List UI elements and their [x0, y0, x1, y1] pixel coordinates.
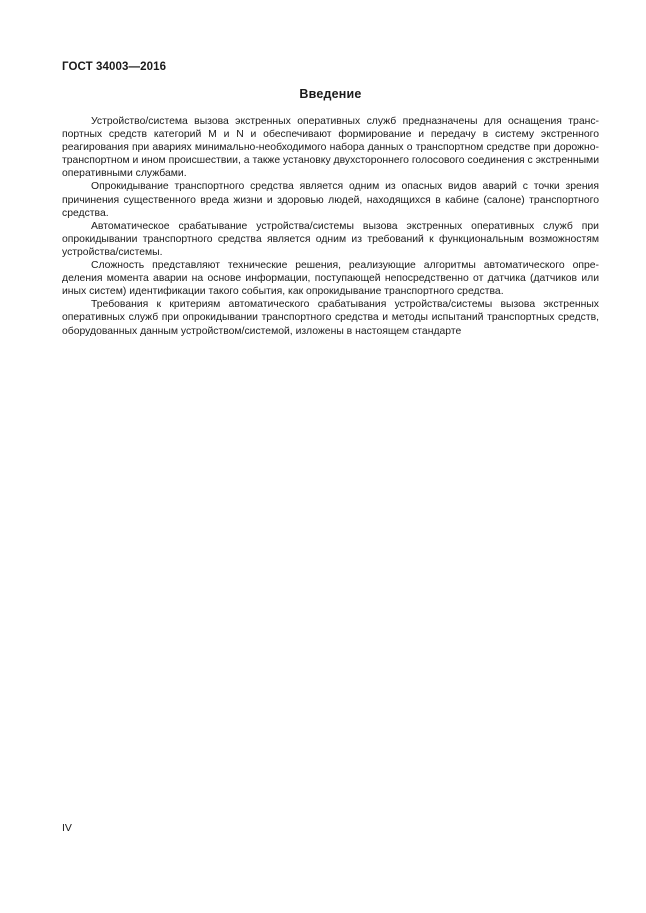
- paragraph: Автоматическое срабатывание устройства/системы вызова экстренных оперативных служб при опрокидывании транспортного средства является одним из требований к функциональным возможностям устройства/системы.: [62, 220, 599, 258]
- body-text: [62, 115, 599, 338]
- paragraph: Требования к критериям автоматического срабатывания устройства/системы вызова экстренных оперативных служб при опрокидывании транспортного средства и методы испытаний транспортных средств, оборудованных данным устройством/системой, изложены в настоящем стандарте: [62, 299, 599, 337]
- document-code: ГОСТ 34003—2016: [62, 61, 167, 73]
- paragraph: Устройство/система вызова экстренных оперативных служб предназначены для оснащения транспортных средств категорий М и N и обеспечивают формирование и передачу в систему экстренного реагирования при авариях минимально-необходимого набора данных о транспортном средстве при дорожно-транспортном и ином происшествии, а также установку двухстороннего голосового соединения с экстренными оперативными службами.: [62, 116, 599, 180]
- section-title: Введение: [299, 87, 362, 101]
- page-number: IV: [62, 822, 72, 834]
- paragraph: Опрокидывание транспортного средства является одним из опасных видов аварий с точки зрения причинения существенного вреда жизни и здоровью людей, находящихся в кабине (салоне) транспортного средства.: [62, 181, 599, 219]
- paragraph: Сложность представляют технические решения, реализующие алгоритмы автоматического определения момента аварии на основе информации, поступающей непосредственно от датчика (датчиков или иных систем) идентификации такого события, как опрокидывание транспортного средства.: [62, 260, 599, 298]
